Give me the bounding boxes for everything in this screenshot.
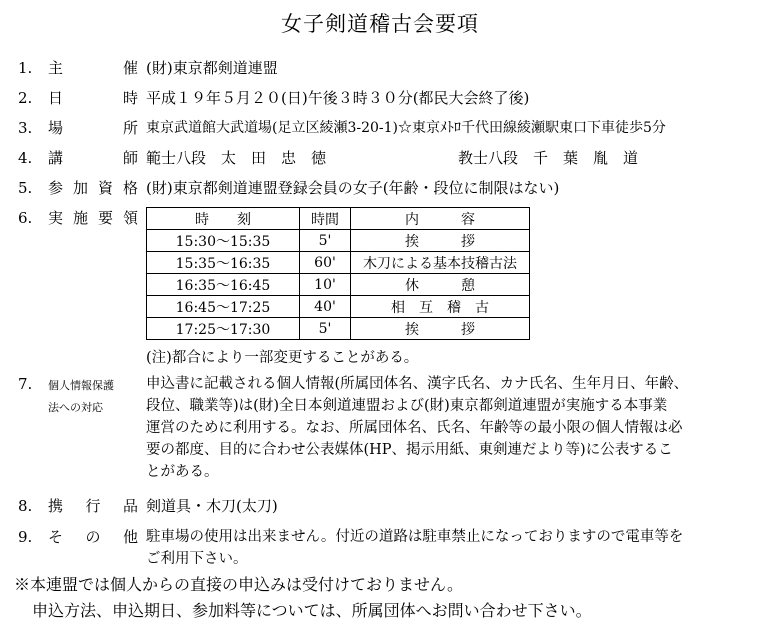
header-time: 時 刻 (147, 208, 300, 230)
footer-notice-2: 申込方法、申込期日、参加料等については、所属団体へお問い合わせ下さい。 (32, 601, 592, 620)
table-row (147, 230, 530, 252)
privacy-line: 申込書に記載される個人情報(所属団体名、漢字氏名、カナ氏名、生年月日、年齢、 (146, 376, 689, 392)
item-label: 実施要領 (48, 209, 138, 227)
item-number: 5. (18, 179, 33, 197)
row-time: 16:35～16:45 (147, 274, 300, 296)
item-instructors (18, 148, 639, 168)
row-time: 15:30～15:35 (147, 230, 300, 252)
privacy-paragraph (146, 373, 746, 483)
other-line: ご利用下さい。 (146, 551, 248, 567)
row-duration: 60' (300, 252, 351, 274)
row-time: 15:35～16:35 (147, 252, 300, 274)
item-label-line1: 個人情報保護 (48, 379, 114, 392)
schedule-note: (注)都合により一部変更することがある。 (146, 350, 419, 366)
item-number: 6. (18, 209, 33, 227)
table-row (147, 318, 530, 340)
item-number: 2. (18, 89, 33, 107)
header-duration: 時間 (300, 208, 351, 230)
item-date (18, 88, 530, 108)
item-privacy-label (18, 374, 114, 396)
other-line: 駐車場の使用は出来ません。付近の道路は駐車禁止になっておりますので電車等を (146, 529, 684, 545)
row-content: 挨 拶 (351, 230, 530, 252)
item-other (18, 527, 138, 547)
item-label: 日時 (48, 89, 138, 107)
item-label-line2: 法への対応 (48, 401, 103, 414)
item-number: 1. (18, 59, 33, 77)
item-number: 3. (18, 119, 33, 137)
item-place (18, 118, 666, 138)
item-label: その他 (48, 528, 138, 546)
item-number: 9. (18, 528, 33, 546)
item-value: 平成１９年５月２０(日)午後３時３０分(都民大会終了後) (146, 89, 530, 107)
row-duration: 5' (300, 318, 351, 340)
other-paragraph (146, 526, 746, 570)
table-row (147, 274, 530, 296)
item-label: 参加資格 (48, 179, 138, 197)
row-duration: 40' (300, 296, 351, 318)
row-content: 木刀による基本技稽古法 (351, 252, 530, 274)
row-time: 16:45～17:25 (147, 296, 300, 318)
item-eligibility (18, 178, 560, 198)
row-content: 挨 拶 (351, 318, 530, 340)
instructor-1: 範士八段 太 田 忠 徳 (146, 149, 327, 167)
instructor-2: 教士八段 千 葉 胤 道 (458, 149, 639, 167)
row-time: 17:25～17:30 (147, 318, 300, 340)
item-value: 東京武道館大武道場(足立区綾瀬3-20-1)☆東京ﾒﾄﾛ千代田線綾瀬駅東口下車徒歩5分 (146, 120, 666, 136)
item-number: 7. (18, 375, 33, 393)
item-privacy-label-2 (48, 397, 103, 418)
item-label: 主催 (48, 59, 138, 77)
item-bring (18, 496, 278, 516)
item-label: 講師 (48, 149, 138, 167)
privacy-line: 要の都度、目的に合わせ公表媒体(HP、掲示用紙、東剣連だより等)に公表するこ (146, 442, 673, 458)
header-content: 内 容 (351, 208, 530, 230)
row-duration: 5' (300, 230, 351, 252)
item-value: (財)東京都剣道連盟 (146, 59, 278, 77)
item-label: 携行品 (48, 497, 138, 515)
privacy-line: 段位、職業等)は(財)全日本剣道連盟および(財)東京都剣道連盟が実施する本事業 (146, 398, 668, 414)
footer-notice-1: ※本連盟では個人からの直接の申込みは受付けておりません。 (14, 575, 463, 594)
row-duration: 10' (300, 274, 351, 296)
privacy-line: とがある。 (146, 464, 219, 480)
item-number: 4. (18, 149, 33, 167)
row-content: 相 互 稽 古 (351, 296, 530, 318)
item-label: 場所 (48, 119, 138, 137)
item-organizer (18, 58, 278, 78)
row-content: 休 憩 (351, 274, 530, 296)
table-row (147, 296, 530, 318)
item-value: 剣道具・木刀(太刀) (146, 497, 278, 515)
item-value: (財)東京都剣道連盟登録会員の女子(年齢・段位に制限はない) (146, 179, 560, 197)
table-header-row (147, 208, 530, 230)
item-number: 8. (18, 497, 33, 515)
item-schedule (18, 208, 138, 228)
privacy-line: 運営のために利用する。なお、所属団体名、氏名、年齢等の最小限の個人情報は必 (146, 420, 683, 436)
document-title: 女子剣道稽古会要項 (281, 12, 479, 36)
schedule-table (146, 207, 530, 340)
table-row (147, 252, 530, 274)
